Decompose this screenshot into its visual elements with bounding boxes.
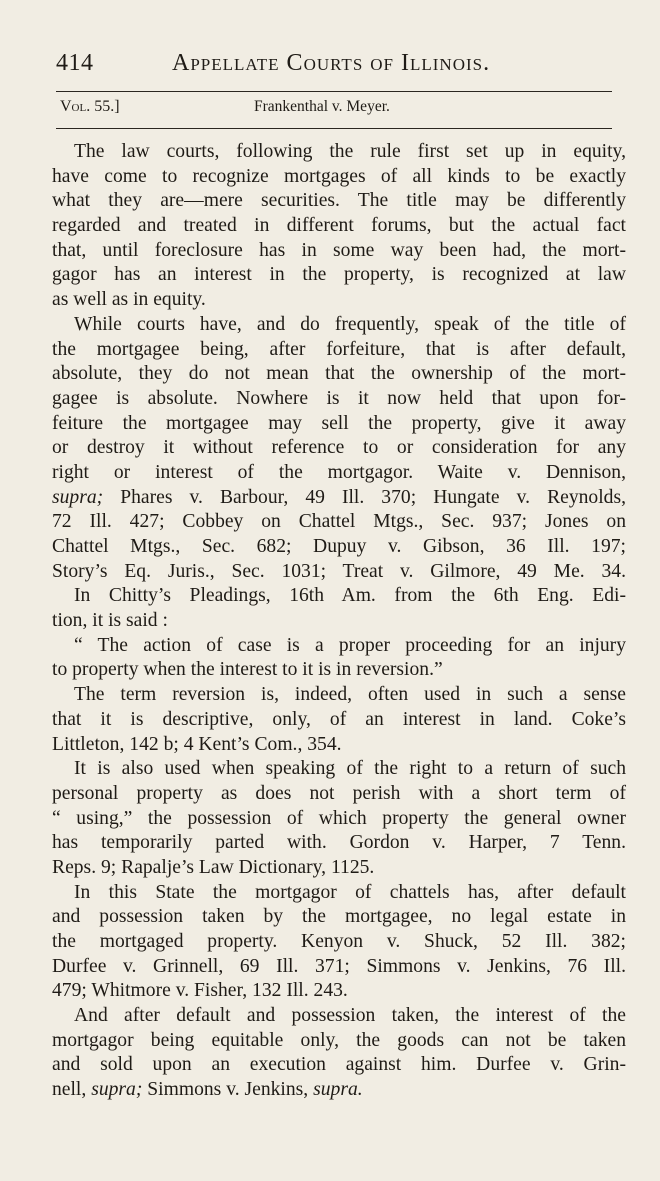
line-text: “ using,” the possession of which property the general owner (52, 807, 626, 829)
line-text: tion, it is said : (52, 610, 168, 632)
line-text: While courts have, and do frequently, speak of the title of (74, 313, 626, 335)
text-line (52, 733, 626, 758)
line-text: what they are—mere securities. The title may be differently (52, 190, 626, 212)
italic-text: supra; (91, 1079, 143, 1101)
line-text: the mortgaged property. Kenyon v. Shuck, 52 Ill. 382; (52, 931, 626, 952)
text-line (52, 757, 626, 782)
text-line (52, 535, 626, 560)
line-text: to property when the interest to it is in reversion.” (52, 659, 443, 681)
text-line (52, 905, 626, 930)
text-line (52, 930, 626, 955)
text-line (52, 387, 626, 412)
header-rule-bottom (56, 128, 612, 129)
text-line (52, 856, 626, 881)
line-text: 72 Ill. 427; Cobbey on Chattel Mtgs., Sec. 937; Jones on (52, 511, 626, 533)
line-text: that it is descriptive, only, of an interest in land. Coke’s (52, 708, 626, 730)
line-text: Reps. 9; Rapalje’s Law Dictionary, 1125. (52, 856, 375, 878)
text-line (52, 658, 626, 683)
text-line (52, 560, 626, 585)
text-line (52, 239, 626, 264)
line-text: mortgagor being equitable only, the goods can not be taken (52, 1029, 626, 1051)
line-text: feiture the mortgagee may sell the property, give it away (52, 412, 626, 434)
text-line (52, 338, 626, 363)
text-line (52, 412, 626, 437)
text-line (52, 510, 626, 535)
text-line (52, 609, 626, 634)
line-text: The law courts, following the rule first set up in equity, (74, 141, 626, 162)
text-line (52, 263, 626, 288)
text-line (52, 708, 626, 733)
text-line (52, 807, 626, 832)
text-line (52, 782, 626, 807)
line-text: and possession taken by the mortgagee, no legal estate in (52, 906, 626, 928)
line-text: as well as in equity. (52, 289, 206, 311)
line-text: The term reversion is, indeed, often used in such a sense (74, 684, 626, 706)
line-text: gagor has an interest in the property, is recognized at law (52, 264, 626, 286)
text-line (52, 313, 626, 338)
header-rule-top (56, 91, 612, 92)
text-line (52, 584, 626, 609)
line-text: have come to recognize mortgages of all kinds to be exactly (52, 165, 626, 187)
line-text: And after default and possession taken, the interest of the (74, 1005, 626, 1027)
page-number: 414 (56, 50, 94, 76)
text-line (52, 288, 626, 313)
case-name: Frankenthal v. Meyer. (254, 98, 390, 115)
line-text: right or interest of the mortgagor. Waite v. Dennison, (52, 461, 626, 483)
line-text: personal property as does not perish with a short term of (52, 782, 626, 804)
text-line (52, 436, 626, 461)
text-line (52, 683, 626, 708)
text-line (52, 362, 626, 387)
line-text: gagee is absolute. Nowhere is it now held that upon for- (52, 387, 626, 409)
line-text: nell, (52, 1079, 92, 1101)
text-line (52, 140, 626, 165)
text-line (52, 831, 626, 856)
text-line (52, 214, 626, 239)
line-text: absolute, they do not mean that the ownership of the mort- (52, 363, 626, 385)
line-text: In Chitty’s Pleadings, 16th Am. from the 6th Eng. Edi- (74, 585, 626, 607)
line-text: the mortgagee being, after forfeiture, that is after default, (52, 338, 626, 360)
line-text: has temporarily parted with. Gordon v. Harper, 7 Tenn. (52, 832, 626, 854)
line-text: Chattel Mtgs., Sec. 682; Dupuy v. Gibson, 36 Ill. 197; (52, 536, 626, 557)
text-line (52, 189, 626, 214)
text-line (52, 1053, 626, 1078)
line-text: Durfee v. Grinnell, 69 Ill. 371; Simmons v. Jenkins, 76 Ill. (52, 955, 626, 977)
italic-text: supra; (52, 486, 104, 508)
text-line (52, 1078, 626, 1103)
line-text: Littleton, 142 b; 4 Kent’s Com., 354. (52, 733, 342, 755)
text-line (52, 486, 626, 511)
running-title: Appellate Courts of Illinois. (172, 50, 491, 76)
line-text: Story’s Eq. Juris., Sec. 1031; Treat v. Gilmore, 49 Me. 34. (52, 560, 626, 582)
text-line (52, 1029, 626, 1054)
text-line (52, 461, 626, 486)
line-text: In this State the mortgagor of chattels has, after default (74, 881, 626, 903)
line-text: Simmons v. Jenkins, (142, 1079, 314, 1101)
text-line (52, 979, 626, 1004)
line-text: or destroy it without reference to or consideration for any (52, 437, 626, 459)
text-line (52, 165, 626, 190)
line-text: “ The action of case is a proper proceeding for an injury (74, 634, 626, 656)
text-line (52, 1004, 626, 1029)
text-line (52, 881, 626, 906)
italic-text: supra. (313, 1079, 363, 1101)
line-text: and sold upon an execution against him. Durfee v. Grin- (52, 1054, 626, 1076)
running-head (56, 50, 626, 84)
line-text: that, until foreclosure has in some way been had, the mort- (52, 239, 626, 261)
case-head (60, 98, 620, 122)
body-text (52, 140, 626, 1103)
text-line (52, 955, 626, 980)
text-line (52, 634, 626, 659)
volume-label: Vol. 55.] (60, 98, 120, 115)
line-text: 479; Whitmore v. Fisher, 132 Ill. 243. (52, 980, 348, 1002)
line-text: It is also used when speaking of the right to a return of such (74, 758, 626, 780)
line-text: regarded and treated in different forums, but the actual fact (52, 215, 626, 237)
line-text: Phares v. Barbour, 49 Ill. 370; Hungate v. Reynolds, (103, 486, 626, 508)
